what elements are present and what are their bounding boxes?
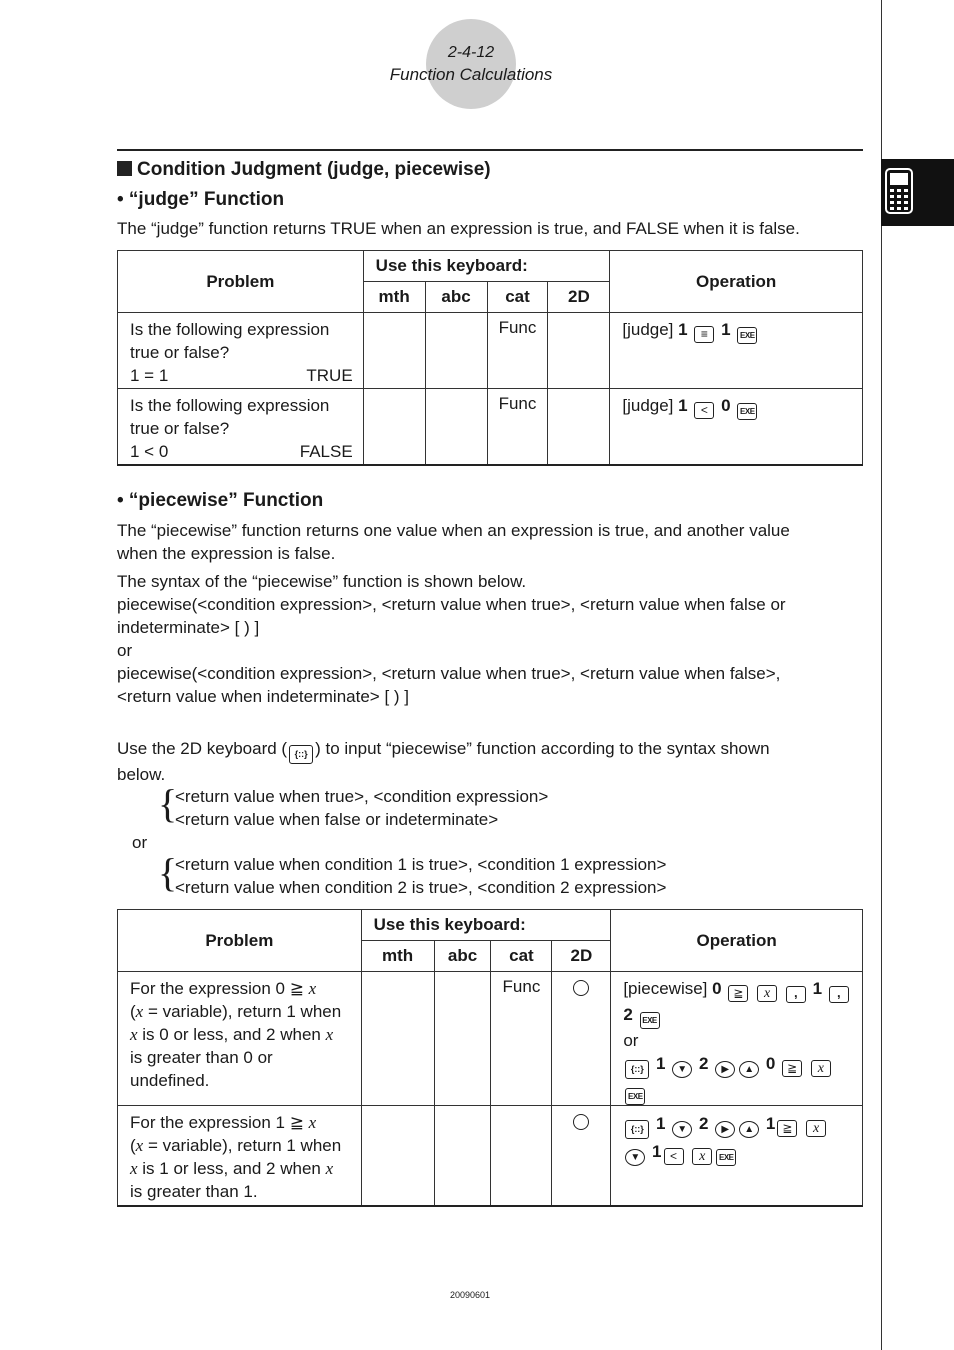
problem-line: For the expression 0 ≧ <box>130 979 309 998</box>
use-2d-text <box>117 737 770 764</box>
operation-digit: 2 <box>623 1005 633 1024</box>
brace-icon: { <box>158 781 178 826</box>
operation-prefix: [piecewise] <box>623 979 708 998</box>
operation-cell <box>610 389 863 465</box>
right-arrow-key-icon: ▶ <box>715 1121 735 1138</box>
text-line: <return value when indeterminate> [ ) ] <box>117 687 409 706</box>
operation-prefix: [judge] <box>622 396 674 415</box>
operation-digit: 0 <box>721 396 731 415</box>
section-number: 2-4-12 <box>447 44 495 61</box>
comma-key-icon: , <box>786 986 806 1003</box>
header-problem: Problem <box>118 910 362 972</box>
greater-equal-key-icon: ≧ <box>782 1060 802 1077</box>
text-line: <return value when condition 1 is true>, <condition 1 expression> <box>175 855 667 874</box>
less-than-key-icon: < <box>694 402 714 419</box>
piecewise-description <box>117 519 790 565</box>
header-2d: 2D <box>548 282 610 313</box>
operation-digit: 1 <box>656 1114 666 1133</box>
exe-key-icon: EXE <box>625 1088 645 1105</box>
calculator-icon <box>885 168 913 214</box>
cat-cell <box>491 1106 552 1206</box>
cat-cell: Func <box>491 972 552 1106</box>
2d-keyboard-icon: {::} <box>625 1060 649 1079</box>
piecewise-table <box>117 909 863 1207</box>
operation-prefix: [judge] <box>622 320 674 339</box>
header-keyboard: Use this keyboard: <box>363 251 610 282</box>
mth-cell <box>361 1106 434 1206</box>
variable-x: x <box>135 1136 144 1155</box>
problem-line: Is the following expression <box>130 320 330 339</box>
circle-mark-icon <box>573 1114 589 1130</box>
greater-equal-key-icon: ≧ <box>728 985 748 1002</box>
operation-digit: 1 <box>652 1142 662 1161</box>
text-line: when the expression is false. <box>117 544 336 563</box>
operation-digit: 1 <box>765 1114 776 1133</box>
2d-cell <box>552 972 611 1106</box>
exe-key-icon: EXE <box>716 1149 736 1166</box>
problem-line: is greater than 0 or <box>130 1048 273 1067</box>
brace-block-2 <box>175 853 666 899</box>
problem-expression: 1 < 0 <box>130 442 169 461</box>
cat-cell: Func <box>487 389 548 465</box>
header-operation: Operation <box>611 910 863 972</box>
down-arrow-key-icon: ▼ <box>672 1061 692 1078</box>
operation-digit: 1 <box>721 320 731 339</box>
abc-cell <box>425 313 487 389</box>
variable-x: x <box>130 1159 138 1178</box>
section-heading <box>117 159 491 181</box>
text-line: The syntax of the “piecewise” function is shown below. <box>117 572 527 591</box>
header-keyboard: Use this keyboard: <box>361 910 611 941</box>
or-text: or <box>132 833 148 852</box>
operation-cell <box>610 313 863 389</box>
square-bullet-icon <box>117 161 132 176</box>
header-mth: mth <box>361 941 434 972</box>
2d-cell <box>548 313 610 389</box>
text-line: <return value when false or indeterminate> <box>175 810 499 829</box>
table-row <box>118 313 863 389</box>
chapter-tab <box>881 159 954 226</box>
problem-line: undefined. <box>130 1071 210 1090</box>
variable-x: x <box>130 1025 138 1044</box>
operation-digit: 1 <box>812 979 823 998</box>
problem-line: Is the following expression <box>130 396 330 415</box>
operation-or: or <box>623 1031 639 1050</box>
abc-cell <box>425 389 487 465</box>
problem-line: = variable), return 1 when <box>143 1002 342 1021</box>
abc-cell <box>434 1106 491 1206</box>
judge-title: • “judge” Function <box>117 189 285 210</box>
exe-key-icon: EXE <box>737 403 757 420</box>
problem-line: = variable), return 1 when <box>143 1136 342 1155</box>
greater-equal-key-icon: ≧ <box>777 1120 797 1137</box>
problem-cell: For the expression 0 ≧ x (x = variable), return 1 when x is 0 or less, and 2 when x is greater than 0 or undefined. <box>118 972 362 1106</box>
2d-keyboard-icon: {::} <box>289 745 313 764</box>
text-span: ) to input “piecewise” function according to the syntax shown <box>315 739 770 758</box>
text-line: piecewise(<condition expression>, <return value when true>, <return value when false or <box>117 595 786 614</box>
right-arrow-key-icon: ▶ <box>715 1061 735 1078</box>
variable-x: x <box>308 1113 317 1132</box>
table-row <box>118 389 863 465</box>
problem-expression: 1 = 1 <box>130 366 169 385</box>
x-key-icon: x <box>692 1148 712 1165</box>
header-circle <box>426 19 516 109</box>
operation-cell <box>611 972 863 1106</box>
operation-cell <box>611 1106 863 1206</box>
use-2d-text-end: below. <box>117 765 166 784</box>
exe-key-icon: EXE <box>737 327 757 344</box>
operation-digit: 2 <box>698 1114 709 1133</box>
comma-key-icon: , <box>829 986 849 1003</box>
equals-key-icon: ≡ <box>694 326 714 343</box>
piecewise-title: • “piecewise” Function <box>117 490 324 511</box>
2d-cell <box>552 1106 611 1206</box>
header-mth: mth <box>363 282 425 313</box>
header-2d: 2D <box>552 941 611 972</box>
header-cat: cat <box>491 941 552 972</box>
problem-line: is 0 or less, and 2 when <box>137 1025 326 1044</box>
text-line: <return value when true>, <condition expression> <box>175 787 549 806</box>
mth-cell <box>361 972 434 1106</box>
footer-code: 20090601 <box>449 1290 491 1300</box>
header-abc: abc <box>434 941 491 972</box>
problem-line: is 1 or less, and 2 when <box>137 1159 326 1178</box>
x-key-icon: x <box>811 1060 831 1077</box>
text-span: Use the 2D keyboard ( <box>117 739 288 758</box>
table-row <box>118 1106 863 1206</box>
text-line: The “piecewise” function returns one value when an expression is true, and another value <box>117 521 790 540</box>
x-key-icon: x <box>757 985 777 1002</box>
problem-line: For the expression 1 ≧ <box>130 1113 309 1132</box>
brace-block-1 <box>175 785 548 831</box>
judge-table <box>117 250 863 466</box>
problem-cell <box>118 389 364 465</box>
judge-description: The “judge” function returns TRUE when an expression is true, and FALSE when it is false. <box>117 219 800 238</box>
down-arrow-key-icon: ▼ <box>672 1121 692 1138</box>
problem-line: true or false? <box>130 419 230 438</box>
header-cat: cat <box>487 282 548 313</box>
variable-x: x <box>308 979 317 998</box>
problem-cell <box>118 313 364 389</box>
variable-x: x <box>325 1025 334 1044</box>
problem-line: true or false? <box>130 343 230 362</box>
header-problem: Problem <box>118 251 364 313</box>
section-heading-text: Condition Judgment (judge, piecewise) <box>137 159 491 180</box>
up-arrow-key-icon: ▲ <box>739 1121 759 1138</box>
header-operation: Operation <box>610 251 863 313</box>
x-key-icon: x <box>806 1120 826 1137</box>
exe-key-icon: EXE <box>640 1012 660 1029</box>
less-than-key-icon: < <box>664 1148 684 1165</box>
text-line: or <box>117 641 133 660</box>
down-arrow-key-icon: ▼ <box>625 1149 645 1166</box>
circle-mark-icon <box>573 980 589 996</box>
top-divider <box>117 149 863 151</box>
variable-x: x <box>325 1159 334 1178</box>
problem-line: is greater than 1. <box>130 1182 258 1201</box>
text-line: piecewise(<condition expression>, <return value when true>, <return value when false>, <box>117 664 781 683</box>
operation-digit: 0 <box>765 1054 776 1073</box>
2d-keyboard-icon: {::} <box>625 1120 649 1139</box>
operation-digit: 1 <box>656 1054 666 1073</box>
section-title: Function Calculations <box>389 65 553 84</box>
cat-cell: Func <box>487 313 548 389</box>
text-line: <return value when condition 2 is true>, <condition 2 expression> <box>175 878 667 897</box>
up-arrow-key-icon: ▲ <box>739 1061 759 1078</box>
mth-cell <box>363 389 425 465</box>
brace-icon: { <box>158 850 178 895</box>
piecewise-syntax <box>117 570 786 708</box>
2d-cell <box>548 389 610 465</box>
mth-cell <box>363 313 425 389</box>
abc-cell <box>434 972 491 1106</box>
header-abc: abc <box>425 282 487 313</box>
table-row <box>118 972 863 1106</box>
text-line: indeterminate> [ ) ] <box>117 618 260 637</box>
operation-digit: 2 <box>698 1054 709 1073</box>
operation-digit: 0 <box>712 979 722 998</box>
operation-digit: 1 <box>678 320 688 339</box>
problem-result: FALSE <box>299 442 353 461</box>
variable-x: x <box>135 1002 144 1021</box>
problem-result: TRUE <box>306 366 353 385</box>
problem-cell: For the expression 1 ≧ x (x = variable), return 1 when x is 1 or less, and 2 when x is greater than 1. <box>118 1106 362 1206</box>
operation-digit: 1 <box>678 396 688 415</box>
